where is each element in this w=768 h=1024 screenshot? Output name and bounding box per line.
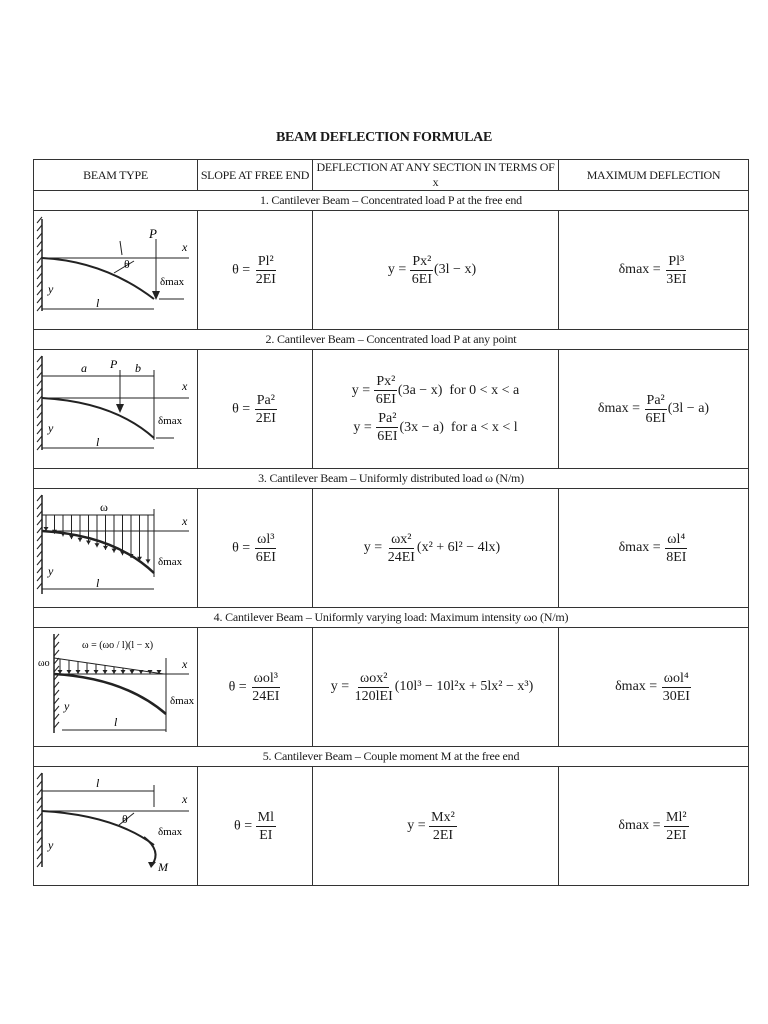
- numerator: Ml: [257, 809, 274, 825]
- deflection-cell: [313, 211, 559, 330]
- deflection-lhs: y =: [353, 419, 372, 435]
- fraction: [429, 810, 457, 843]
- label-var-load: ω = (ωo / l)(l − x): [82, 640, 154, 651]
- deflection-equation: [313, 671, 558, 704]
- numerator: Pl²: [257, 253, 274, 269]
- case-row: [34, 767, 749, 886]
- deflection-cell: [313, 489, 559, 608]
- denominator: 24EI: [387, 549, 415, 565]
- deflection-lhs: y =: [330, 679, 350, 694]
- max-lhs: δmax =: [618, 540, 661, 555]
- denominator: 2EI: [255, 271, 276, 287]
- fraction: [664, 532, 688, 565]
- denominator: 6EI: [375, 392, 396, 407]
- fraction: [386, 532, 417, 565]
- case-row: [34, 350, 749, 469]
- deflection-term: (3a − x): [397, 382, 443, 398]
- numerator: ωol⁴: [663, 670, 689, 686]
- numerator: Mx²: [431, 809, 455, 825]
- deflection-term: (x² + 6l² − 4lx): [416, 540, 501, 555]
- deflection-equation: [313, 374, 558, 407]
- beam-figure-cell: [34, 211, 198, 330]
- beam-figure-cell: [34, 767, 198, 886]
- max-deflection-equation: [559, 254, 748, 287]
- slope-cell: [198, 211, 313, 330]
- case-title-row: [34, 747, 749, 767]
- fraction: [644, 393, 668, 426]
- numerator: Pa²: [256, 392, 275, 408]
- slope-lhs: θ =: [234, 818, 253, 834]
- max-deflection-cell: [559, 489, 749, 608]
- slope-cell: [198, 767, 313, 886]
- deflection-lhs: y =: [407, 818, 426, 833]
- label-y: y: [48, 564, 54, 578]
- label-y: y: [48, 421, 54, 435]
- fraction: [664, 254, 688, 287]
- fraction: [374, 374, 398, 407]
- beam-deflection-table: [33, 159, 749, 886]
- max-lhs: δmax =: [597, 401, 641, 416]
- numerator: Px²: [412, 253, 432, 269]
- denominator: 6EI: [645, 410, 666, 426]
- numerator: Px²: [376, 374, 396, 389]
- deflection-lhs: y =: [387, 262, 407, 277]
- slope-lhs: θ =: [228, 679, 247, 695]
- deflection-term: (10l³ − 10l²x + 5lx² − x³): [394, 679, 534, 694]
- deflection-equation: [313, 254, 558, 287]
- label-x: x: [182, 240, 188, 254]
- max-term: (3l − a): [667, 401, 710, 416]
- label-theta: θ: [122, 812, 128, 826]
- slope-cell: [198, 350, 313, 469]
- label-l: l: [114, 715, 118, 729]
- slope-cell: [198, 489, 313, 608]
- header-deflection: DEFLECTION AT ANY SECTION IN TERMS OF x: [313, 160, 559, 191]
- deflection-equation: [313, 411, 558, 444]
- label-l: l: [96, 296, 100, 310]
- deflection-equation: [313, 810, 558, 843]
- label-y: y: [48, 838, 54, 852]
- deflection-lhs: y =: [351, 382, 371, 398]
- case-title: 1. Cantilever Beam – Concentrated load P at the free end: [34, 191, 749, 211]
- header-row: [34, 160, 749, 191]
- fraction: [250, 671, 281, 704]
- case-title: 5. Cantilever Beam – Couple moment M at the free end: [34, 747, 749, 767]
- denominator: 30EI: [662, 688, 690, 704]
- label-delta-max: δmax: [160, 276, 185, 288]
- header-max-deflection: MAXIMUM DEFLECTION: [559, 160, 749, 191]
- deflection-cell: [313, 767, 559, 886]
- slope-lhs: θ =: [232, 401, 251, 417]
- label-delta-max: δmax: [170, 695, 195, 707]
- label-omega: ω: [100, 500, 108, 514]
- label-x: x: [182, 792, 188, 806]
- case-title-row: [34, 191, 749, 211]
- label-b: b: [135, 361, 141, 375]
- label-P: P: [149, 226, 157, 241]
- fraction: [661, 671, 692, 704]
- deflection-equation: [313, 532, 558, 565]
- case-title: 2. Cantilever Beam – Concentrated load P at any point: [34, 330, 749, 350]
- deflection-term: (3l − x): [434, 262, 477, 277]
- label-x: x: [182, 657, 188, 671]
- fraction: [254, 532, 278, 565]
- denominator: 3EI: [666, 271, 687, 287]
- max-deflection-equation: [559, 671, 748, 704]
- beam-figure-2: [34, 350, 196, 463]
- numerator: ωox²: [360, 670, 388, 686]
- fraction: [375, 411, 399, 444]
- numerator: ωx²: [391, 531, 412, 547]
- beam-figure-cell: [34, 350, 198, 469]
- slope-lhs: θ =: [232, 262, 251, 278]
- label-x: x: [182, 514, 188, 528]
- denominator: EI: [259, 827, 273, 843]
- beam-figure-cell: [34, 489, 198, 608]
- numerator: ωl⁴: [667, 531, 686, 547]
- fraction: [254, 254, 278, 287]
- numerator: Pa²: [378, 411, 397, 426]
- denominator: 2EI: [432, 827, 454, 843]
- deflection-term: (3x − a): [399, 419, 444, 435]
- denominator: 6EI: [411, 271, 432, 287]
- case-row: [34, 628, 749, 747]
- case-title-row: [34, 469, 749, 489]
- label-delta-max: δmax: [158, 556, 183, 568]
- beam-figure-cell: [34, 628, 198, 747]
- fraction: [256, 810, 276, 843]
- numerator: ωol³: [253, 670, 278, 686]
- beam-figure-3: [34, 489, 196, 602]
- denominator: 2EI: [255, 410, 276, 426]
- label-y: y: [48, 282, 54, 296]
- slope-lhs: θ =: [232, 540, 251, 556]
- deflection-condition: for 0 < x < a: [449, 382, 520, 398]
- denominator: 6EI: [377, 429, 398, 444]
- label-a: a: [81, 361, 87, 375]
- denominator: 2EI: [666, 827, 687, 843]
- label-M: M: [158, 860, 168, 874]
- max-deflection-cell: [559, 211, 749, 330]
- case-title: 3. Cantilever Beam – Uniformly distributed load ω (N/m): [34, 469, 749, 489]
- beam-figure-1: [34, 211, 196, 324]
- label-y: y: [64, 699, 70, 713]
- label-omega-o: ωo: [38, 658, 50, 669]
- deflection-lhs: y =: [363, 540, 383, 555]
- deflection-condition: for a < x < l: [450, 419, 518, 435]
- beam-figure-4: [34, 628, 196, 741]
- numerator: Ml²: [666, 809, 687, 825]
- denominator: 24EI: [252, 688, 280, 704]
- max-deflection-equation: [559, 810, 748, 843]
- label-l: l: [96, 776, 100, 790]
- header-slope: SLOPE AT FREE END: [198, 160, 313, 191]
- max-lhs: δmax =: [618, 262, 661, 277]
- case-title-row: [34, 608, 749, 628]
- max-deflection-cell: [559, 350, 749, 469]
- max-lhs: δmax =: [615, 679, 658, 694]
- label-theta: θ: [124, 257, 130, 271]
- fraction: [664, 810, 689, 843]
- numerator: ωl³: [257, 531, 275, 547]
- deflection-cell: [313, 628, 559, 747]
- slope-cell: [198, 628, 313, 747]
- denominator: 120lEI: [354, 688, 393, 704]
- label-l: l: [96, 576, 100, 590]
- numerator: Pl³: [668, 253, 685, 269]
- case-row: [34, 211, 749, 330]
- label-delta-max: δmax: [158, 415, 183, 427]
- denominator: 8EI: [666, 549, 687, 565]
- label-delta-max: δmax: [158, 826, 183, 838]
- fraction: [410, 254, 434, 287]
- fraction: [254, 393, 278, 426]
- denominator: 6EI: [255, 549, 276, 565]
- label-x: x: [182, 379, 188, 393]
- page-title: BEAM DEFLECTION FORMULAE: [275, 130, 493, 145]
- case-title-row: [34, 330, 749, 350]
- header-beam-type: BEAM TYPE: [34, 160, 198, 191]
- max-deflection-equation: [559, 393, 748, 426]
- deflection-cell: [313, 350, 559, 469]
- case-title: 4. Cantilever Beam – Uniformly varying load: Maximum intensity ωo (N/m): [34, 608, 749, 628]
- max-deflection-equation: [559, 532, 748, 565]
- label-l: l: [96, 435, 100, 449]
- max-deflection-cell: [559, 628, 749, 747]
- label-P: P: [110, 357, 118, 371]
- numerator: Pa²: [646, 392, 665, 408]
- max-deflection-cell: [559, 767, 749, 886]
- max-lhs: δmax =: [618, 818, 661, 833]
- case-row: [34, 489, 749, 608]
- beam-figure-5: [34, 767, 196, 880]
- fraction: [353, 671, 395, 704]
